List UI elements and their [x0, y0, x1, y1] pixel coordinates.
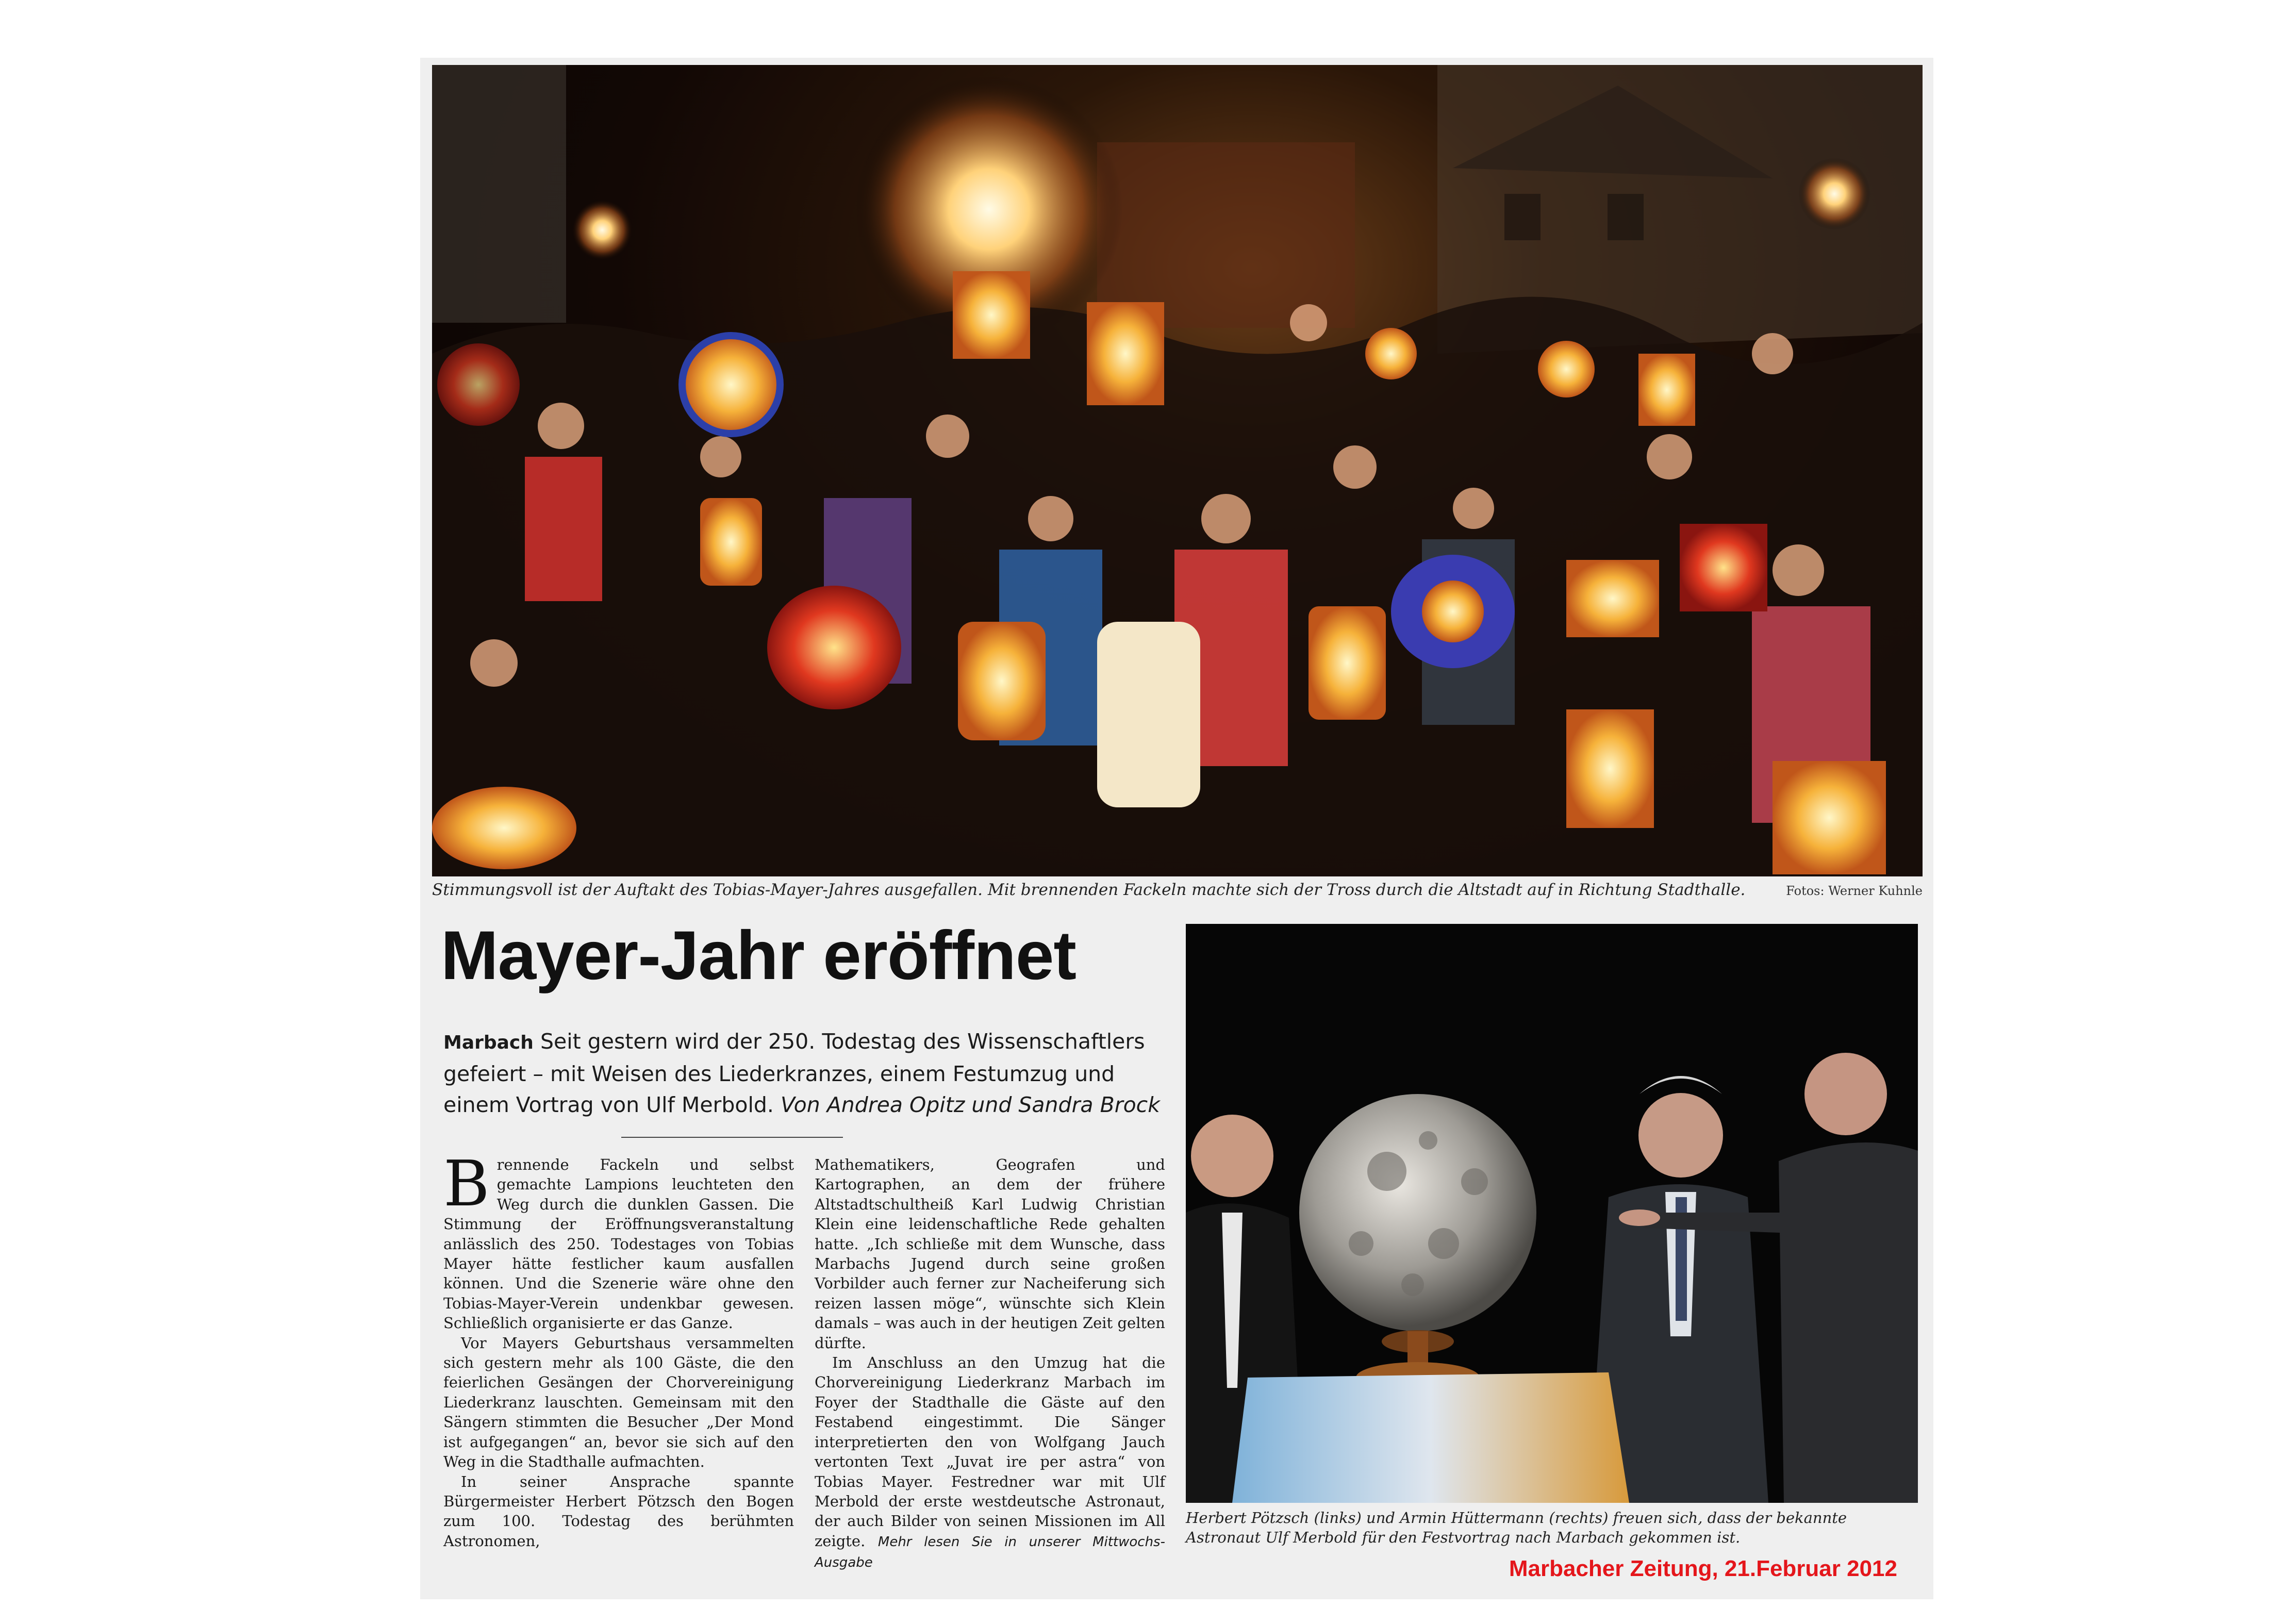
drop-cap: B — [443, 1147, 490, 1220]
col1-paragraph-1 — [443, 1147, 794, 1333]
photo-credit: Fotos: Werner Kuhnle — [1786, 884, 1923, 898]
teaser-divider — [621, 1137, 843, 1138]
col2-paragraph-2 — [815, 1353, 1165, 1572]
col2-paragraph-2-text: Im Anschluss an den Umzug hat die Chorvereinigung Liederkranz Marbach im Foyer der Stadthalle die Gäste auf den Festabend eingestimmt. Die Sänger interpretierten den von Wolfgang Jauch vertonten Text „Juvat ire per astra“ von Tobias Mayer. Festredner war mit Ulf Merbold der erste westdeutsche Astronaut, der auch Bilder von seinen Missionen im All zeigte. — [815, 1354, 1165, 1550]
col2-paragraph-1: Mathematikers, Geografen und Kartographen, an dem der frühere Altstadtschultheiß Karl Ludwig Christian Klein eine leidenschaftliche Rede gehalten hatte. „Ich schließe mit dem Wunsche, dass Marbachs Jugend durch seine großen Vorbilder auch ferner zur Nacheiferung sich reizen lassen möge“, wünschte sich Klein damals – was auch in der heutigen Zeit gelten dürfte. — [815, 1156, 1165, 1352]
moon-globe-photo — [1186, 924, 1918, 1503]
teaser-text: Seit gestern wird der 250. Todestag des Wissenschaftlers gefeiert – mit Weisen des Liederkranzes, einem Festumzug und einem Vortrag von Ulf Merbold. — [443, 1029, 1145, 1117]
col1-paragraph-2: Vor Mayers Geburtshaus versammelten sich gestern mehr als 100 Gäste, die den feierlichen Gesängen der Chorvereinigung Liederkranz lauschten. Gemeinsam mit den Sängern stimmten die Besucher „Der Mond ist aufgegangen“ an, bevor sie sich auf den Weg in die Stadthalle aufmachten. — [443, 1334, 794, 1471]
photo2-caption: Herbert Pötzsch (links) und Armin Hüttermann (rechts) freuen sich, dass der bekannte Astronaut Ulf Merbold für den Festvortrag nach Marbach gekommen ist. — [1186, 1509, 1847, 1546]
lantern-procession-illustration — [432, 65, 1923, 876]
read-more-note: Mehr lesen Sie in unserer Mittwochs-Ausgabe — [815, 1534, 1165, 1571]
source-citation: Marbacher Zeitung, 21.Februar 2012 — [1509, 1556, 1897, 1581]
article-column-2 — [815, 1155, 1165, 1573]
moon-globe-illustration — [1186, 924, 1918, 1503]
teaser-byline: Von Andrea Opitz und Sandra Brock — [781, 1092, 1160, 1117]
col1-paragraph-3: In seiner Ansprache spannte Bürgermeister Herbert Pötzsch den Bogen zum 100. Todestag des berühmten Astronomen, — [443, 1472, 794, 1550]
top-photo-caption — [432, 881, 1923, 906]
col1-paragraph-1-text: rennende Fackeln und selbst gemachte Lampions leuchteten den Weg durch die dunklen Gassen. Die Stimmung der Eröffnungsveranstaltung anlässlich des 250. Todestages von Tobias Mayer hätte festlicher kaum ausfallen können. Und die Szenerie wäre ohne den Tobias-Mayer-Verein undenkbar gewesen. Schließlich organisierte er das Ganze. — [443, 1156, 794, 1332]
teaser-place: Marbach — [443, 1032, 534, 1053]
article-column-1 — [443, 1147, 794, 1551]
lantern-procession-photo — [432, 65, 1923, 876]
top-photo-caption-text: Stimmungsvoll ist der Auftakt des Tobias-Mayer-Jahres ausgefallen. Mit brennenden Fackeln machte sich der Tross durch die Altstadt auf in Richtung Stadthalle. — [432, 881, 1746, 899]
article-teaser — [443, 1026, 1175, 1120]
article-headline: Mayer-Jahr eröffnet — [441, 917, 1076, 994]
